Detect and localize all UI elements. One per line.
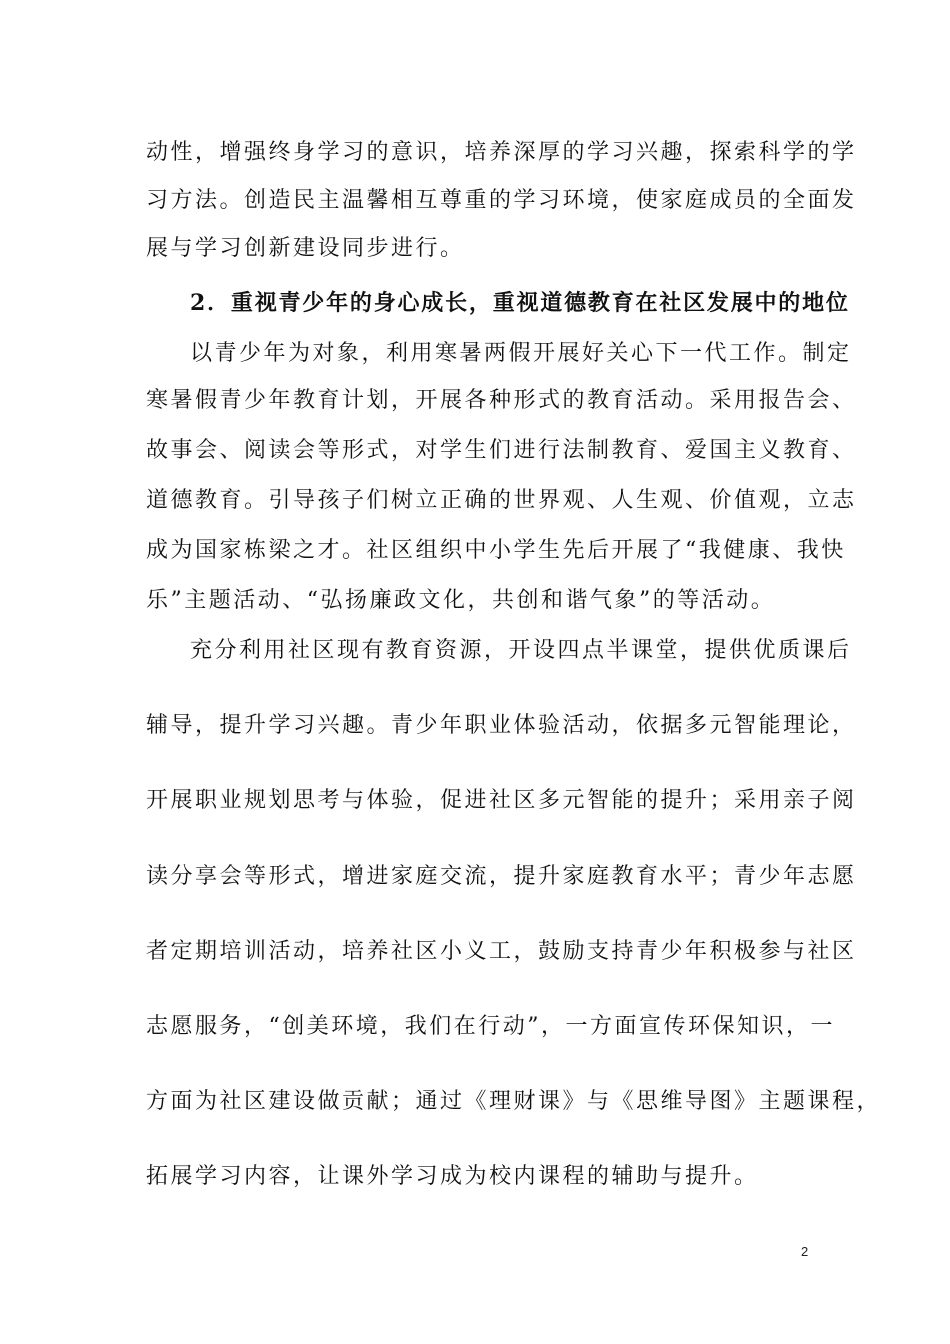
paragraph-2-line-6: 乐”主题活动、“弘扬廉政文化，共创和谐气象”的等活动。 [146, 588, 776, 613]
paragraph-3-line-3: 开展职业规划思考与体验，促进社区多元智能的提升；采用亲子阅 [146, 788, 857, 813]
paragraph-2-line-1: 以青少年为对象，利用寒暑两假开展好关心下一代工作。制定 [190, 341, 852, 366]
paragraph-2-line-4: 道德教育。引导孩子们树立正确的世界观、人生观、价值观，立志 [146, 488, 857, 513]
paragraph-2-line-3: 故事会、阅读会等形式，对学生们进行法制教育、爱国主义教育、 [146, 438, 857, 463]
paragraph-3-line-7: 方面为社区建设做贡献；通过《理财课》与《思维导图》主题课程， [146, 1089, 882, 1114]
paragraph-3-line-6: 志愿服务，“创美环境，我们在行动”，一方面宣传环保知识，一 [146, 1014, 835, 1039]
paragraph-1-line-3: 展与学习创新建设同步进行。 [146, 236, 465, 261]
paragraph-3-line-1: 充分利用社区现有教育资源，开设四点半课堂，提供优质课后 [190, 638, 852, 663]
section-heading-2: 2．重视青少年的身心成长，重视道德教育在社区发展中的地位 [190, 290, 850, 316]
paragraph-2-line-2: 寒暑假青少年教育计划，开展各种形式的教育活动。采用报告会、 [146, 388, 857, 413]
paragraph-3-line-2: 辅导，提升学习兴趣。青少年职业体验活动，依据多元智能理论， [146, 713, 857, 738]
page-number: 2 [801, 1244, 809, 1259]
paragraph-3-line-8: 拓展学习内容，让课外学习成为校内课程的辅助与提升。 [146, 1164, 759, 1189]
paragraph-3-line-4: 读分享会等形式，增进家庭交流，提升家庭教育水平；青少年志愿 [146, 864, 857, 889]
paragraph-1-line-1: 动性，增强终身学习的意识，培养深厚的学习兴趣，探索科学的学 [146, 140, 857, 165]
paragraph-1-line-2: 习方法。创造民主温馨相互尊重的学习环境，使家庭成员的全面发 [146, 188, 857, 213]
paragraph-3-line-5: 者定期培训活动，培养社区小义工，鼓励支持青少年积极参与社区 [146, 939, 857, 964]
paragraph-2-line-5: 成为国家栋梁之才。社区组织中小学生先后开展了“我健康、我快 [146, 538, 846, 563]
